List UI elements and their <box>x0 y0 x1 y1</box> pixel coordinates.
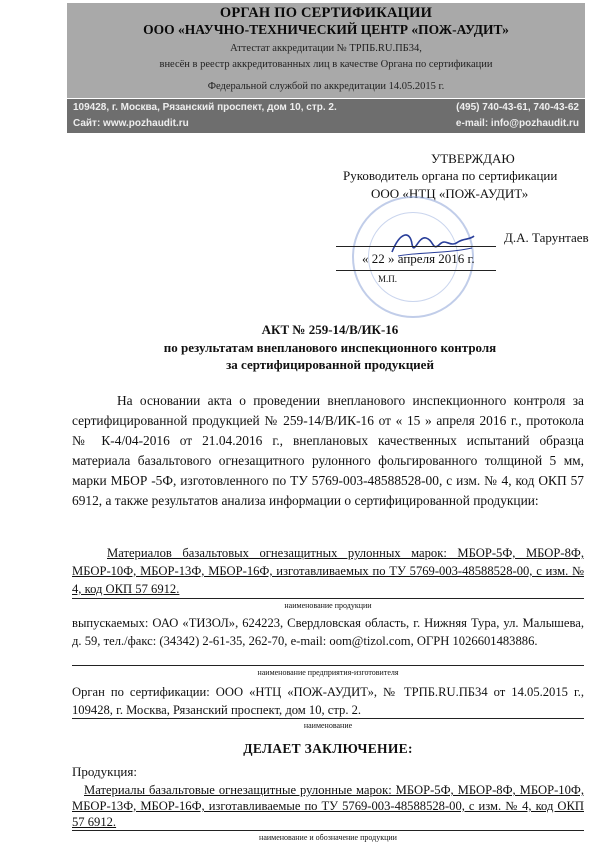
organ-title: ОРГАН ПО СЕРТИФИКАЦИИ <box>219 5 433 21</box>
maker-caption: наименование предприятия-изготовителя <box>257 668 399 677</box>
site-link[interactable]: Сайт: www.pozhaudit.ru <box>73 118 189 129</box>
act-subtitle-2: за сертифицированной продукцией <box>226 357 434 372</box>
conclusion-heading: ДЕЛАЕТ ЗАКЛЮЧЕНИЕ: <box>243 741 413 756</box>
address: 109428, г. Москва, Рязанский проспект, дом 10, стр. 2. <box>73 102 337 113</box>
approver-org: ООО «НТЦ «ПОЖ-АУДИТ» <box>371 186 529 201</box>
date-line <box>336 270 496 271</box>
approval-date: « 22 » апреля 2016 г. <box>362 251 475 266</box>
service-line: Федеральной службой по аккредитации 14.05.2015 г. <box>207 81 445 92</box>
act-title: АКТ № 259-14/В/ИК-16 <box>261 322 399 337</box>
products-label: Продукция: <box>72 764 137 779</box>
products-value: Материалы базальтовые огнезащитные рулонные марок: МБОР-5Ф, МБОР-8Ф, МБОР-10Ф, МБОР-13Ф, МБОР-16Ф, изготавливаемые по ТУ 5769-003-48588528-00, с изм. № 4, код ОКП 57 6912. <box>72 783 584 829</box>
approver-position: Руководитель органа по сертификации <box>343 168 558 183</box>
approver-name: Д.А. Тарунтаев <box>504 230 589 245</box>
contact-strip <box>67 99 585 133</box>
organ-caption: наименование <box>303 721 353 730</box>
email-link[interactable]: e-mail: info@pozhaudit.ru <box>455 118 579 129</box>
product-text <box>72 544 584 598</box>
product-value: Материалов базальтовых огнезащитных рулонных марок: МБОР-5Ф, МБОР-8Ф, МБОР-10Ф, МБОР-13Ф, МБОР-16Ф, изготавливаемых по ТУ 5769-003-48588528-00, с изм. № 4, код ОКП 57 6912. <box>72 546 584 596</box>
organ-value: Орган по сертификации: ООО «НТЦ «ПОЖ-АУДИТ», № ТРПБ.RU.ПБ34 от 14.05.2015 г., 109428, г. Москва, Рязанский проспект, дом 10, стр. 2. <box>72 685 584 717</box>
maker-value: выпускаемых: ОАО «ТИЗОЛ», 624223, Свердловская область, г. Нижняя Тура, ул. Малышева, д. 59, тел./факс: (34342) 2-61-35, 262-70, e-mail: oom@tizol.com, ОГРН 1026601483886. <box>72 616 584 648</box>
stamp-place: М.П. <box>378 274 398 284</box>
products-line <box>72 830 584 831</box>
basis-text: На основании акта о проведении внепланового инспекционного контроля за сертифицированной продукцией № 259-14/В/ИК-16 от « 15 » апреля 2016 г., протокола № К-4/04-2016 от 21.04.2016 г., внеплановых качественных испытаний образца материала базальтового огнезащитного рулонного фольгированного толщиной 5 мм, марки МБОР -5Ф, изготовленного по ТУ 5769-003-48588528-00, с изм. № 4, код ОКП 57 6912, а также результатов анализа информации о сертифицированной продукции: <box>72 393 584 508</box>
organ-text <box>72 683 584 719</box>
approve-label: УТВЕРЖДАЮ <box>431 151 515 166</box>
letterhead <box>67 3 585 98</box>
products-text <box>72 782 584 830</box>
organ-line <box>72 718 584 719</box>
organ-name: ООО «НАУЧНО-ТЕХНИЧЕСКИЙ ЦЕНТР «ПОЖ-АУДИТ» <box>143 22 509 37</box>
maker-line <box>72 665 584 666</box>
signature-line <box>336 246 496 247</box>
product-caption: наименование продукции <box>284 601 372 610</box>
phone: (495) 740-43-61, 740-43-62 <box>456 102 579 113</box>
act-subtitle-1: по результатам внепланового инспекционного контроля <box>163 340 497 355</box>
maker-text <box>72 614 584 650</box>
registry-line: внесён в реестр аккредитованных лиц в качестве Органа по сертификации <box>159 59 493 70</box>
basis-paragraph <box>72 391 584 511</box>
product-line <box>72 598 584 599</box>
products-caption: наименование и обозначение продукции <box>259 833 397 842</box>
accreditation-line: Аттестат аккредитации № ТРПБ.RU.ПБ34, <box>230 43 422 54</box>
